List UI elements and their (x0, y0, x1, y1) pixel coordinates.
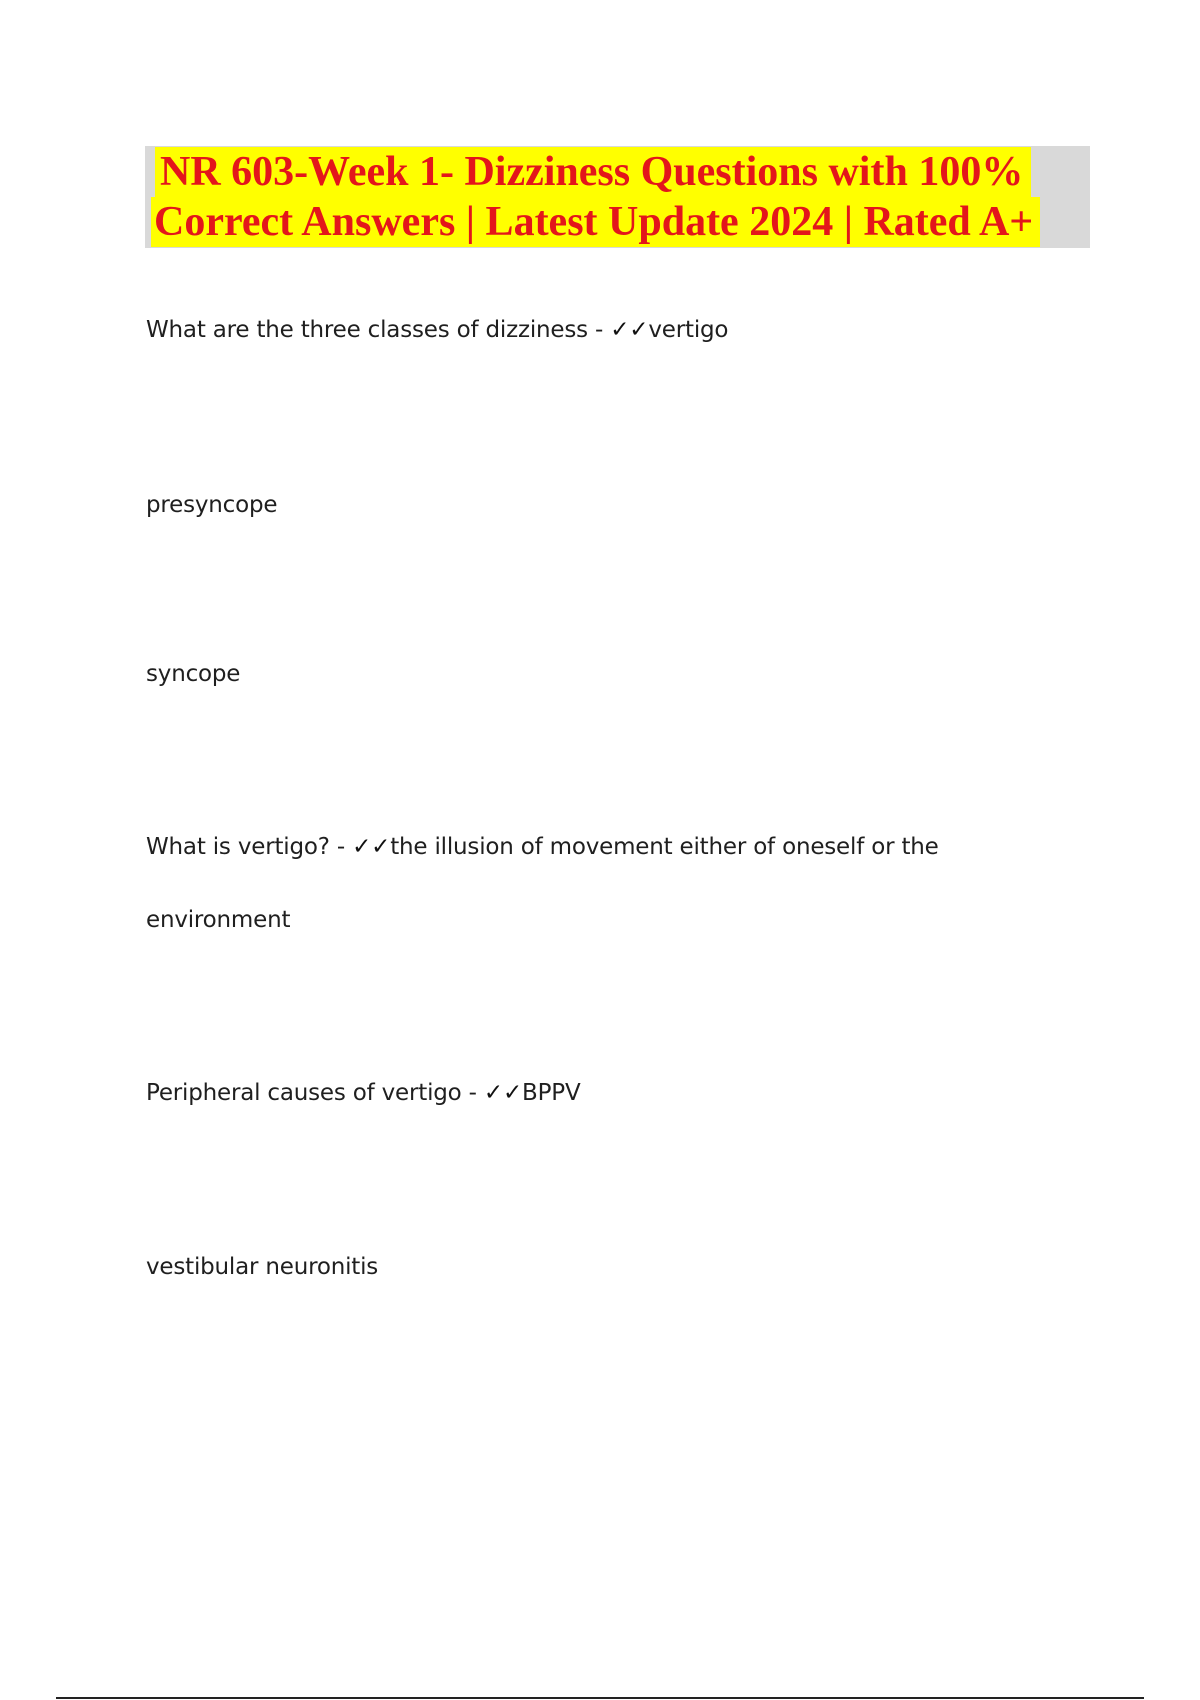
answer-line-presyncope: presyncope (146, 492, 278, 518)
double-check-icon: ✓✓ (352, 834, 391, 860)
answer-text: BPPV (522, 1080, 581, 1106)
question-text: What are the three classes of dizziness - (146, 317, 611, 343)
title-line-1: NR 603-Week 1- Dizziness Questions with 100% (155, 147, 1031, 197)
question-peripheral-causes (146, 1078, 580, 1108)
title-line-2: Correct Answers | Latest Update 2024 | Rated A+ (151, 197, 1040, 247)
answer-line-environment: environment (146, 907, 291, 933)
footer-divider (56, 1697, 1144, 1699)
double-check-icon: ✓✓ (610, 317, 649, 343)
answer-line-vestibular-neuronitis: vestibular neuronitis (146, 1254, 379, 1280)
double-check-icon: ✓✓ (483, 1080, 523, 1106)
question-text: What is vertigo? - (146, 834, 353, 860)
question-three-classes (146, 315, 728, 345)
document-title (145, 146, 1090, 248)
answer-text: vertigo (648, 317, 729, 343)
answer-text: the illusion of movement either of oneself or the (390, 834, 939, 860)
question-what-is-vertigo (146, 832, 939, 862)
answer-line-syncope: syncope (146, 661, 241, 687)
question-text: Peripheral causes of vertigo - (146, 1080, 484, 1106)
